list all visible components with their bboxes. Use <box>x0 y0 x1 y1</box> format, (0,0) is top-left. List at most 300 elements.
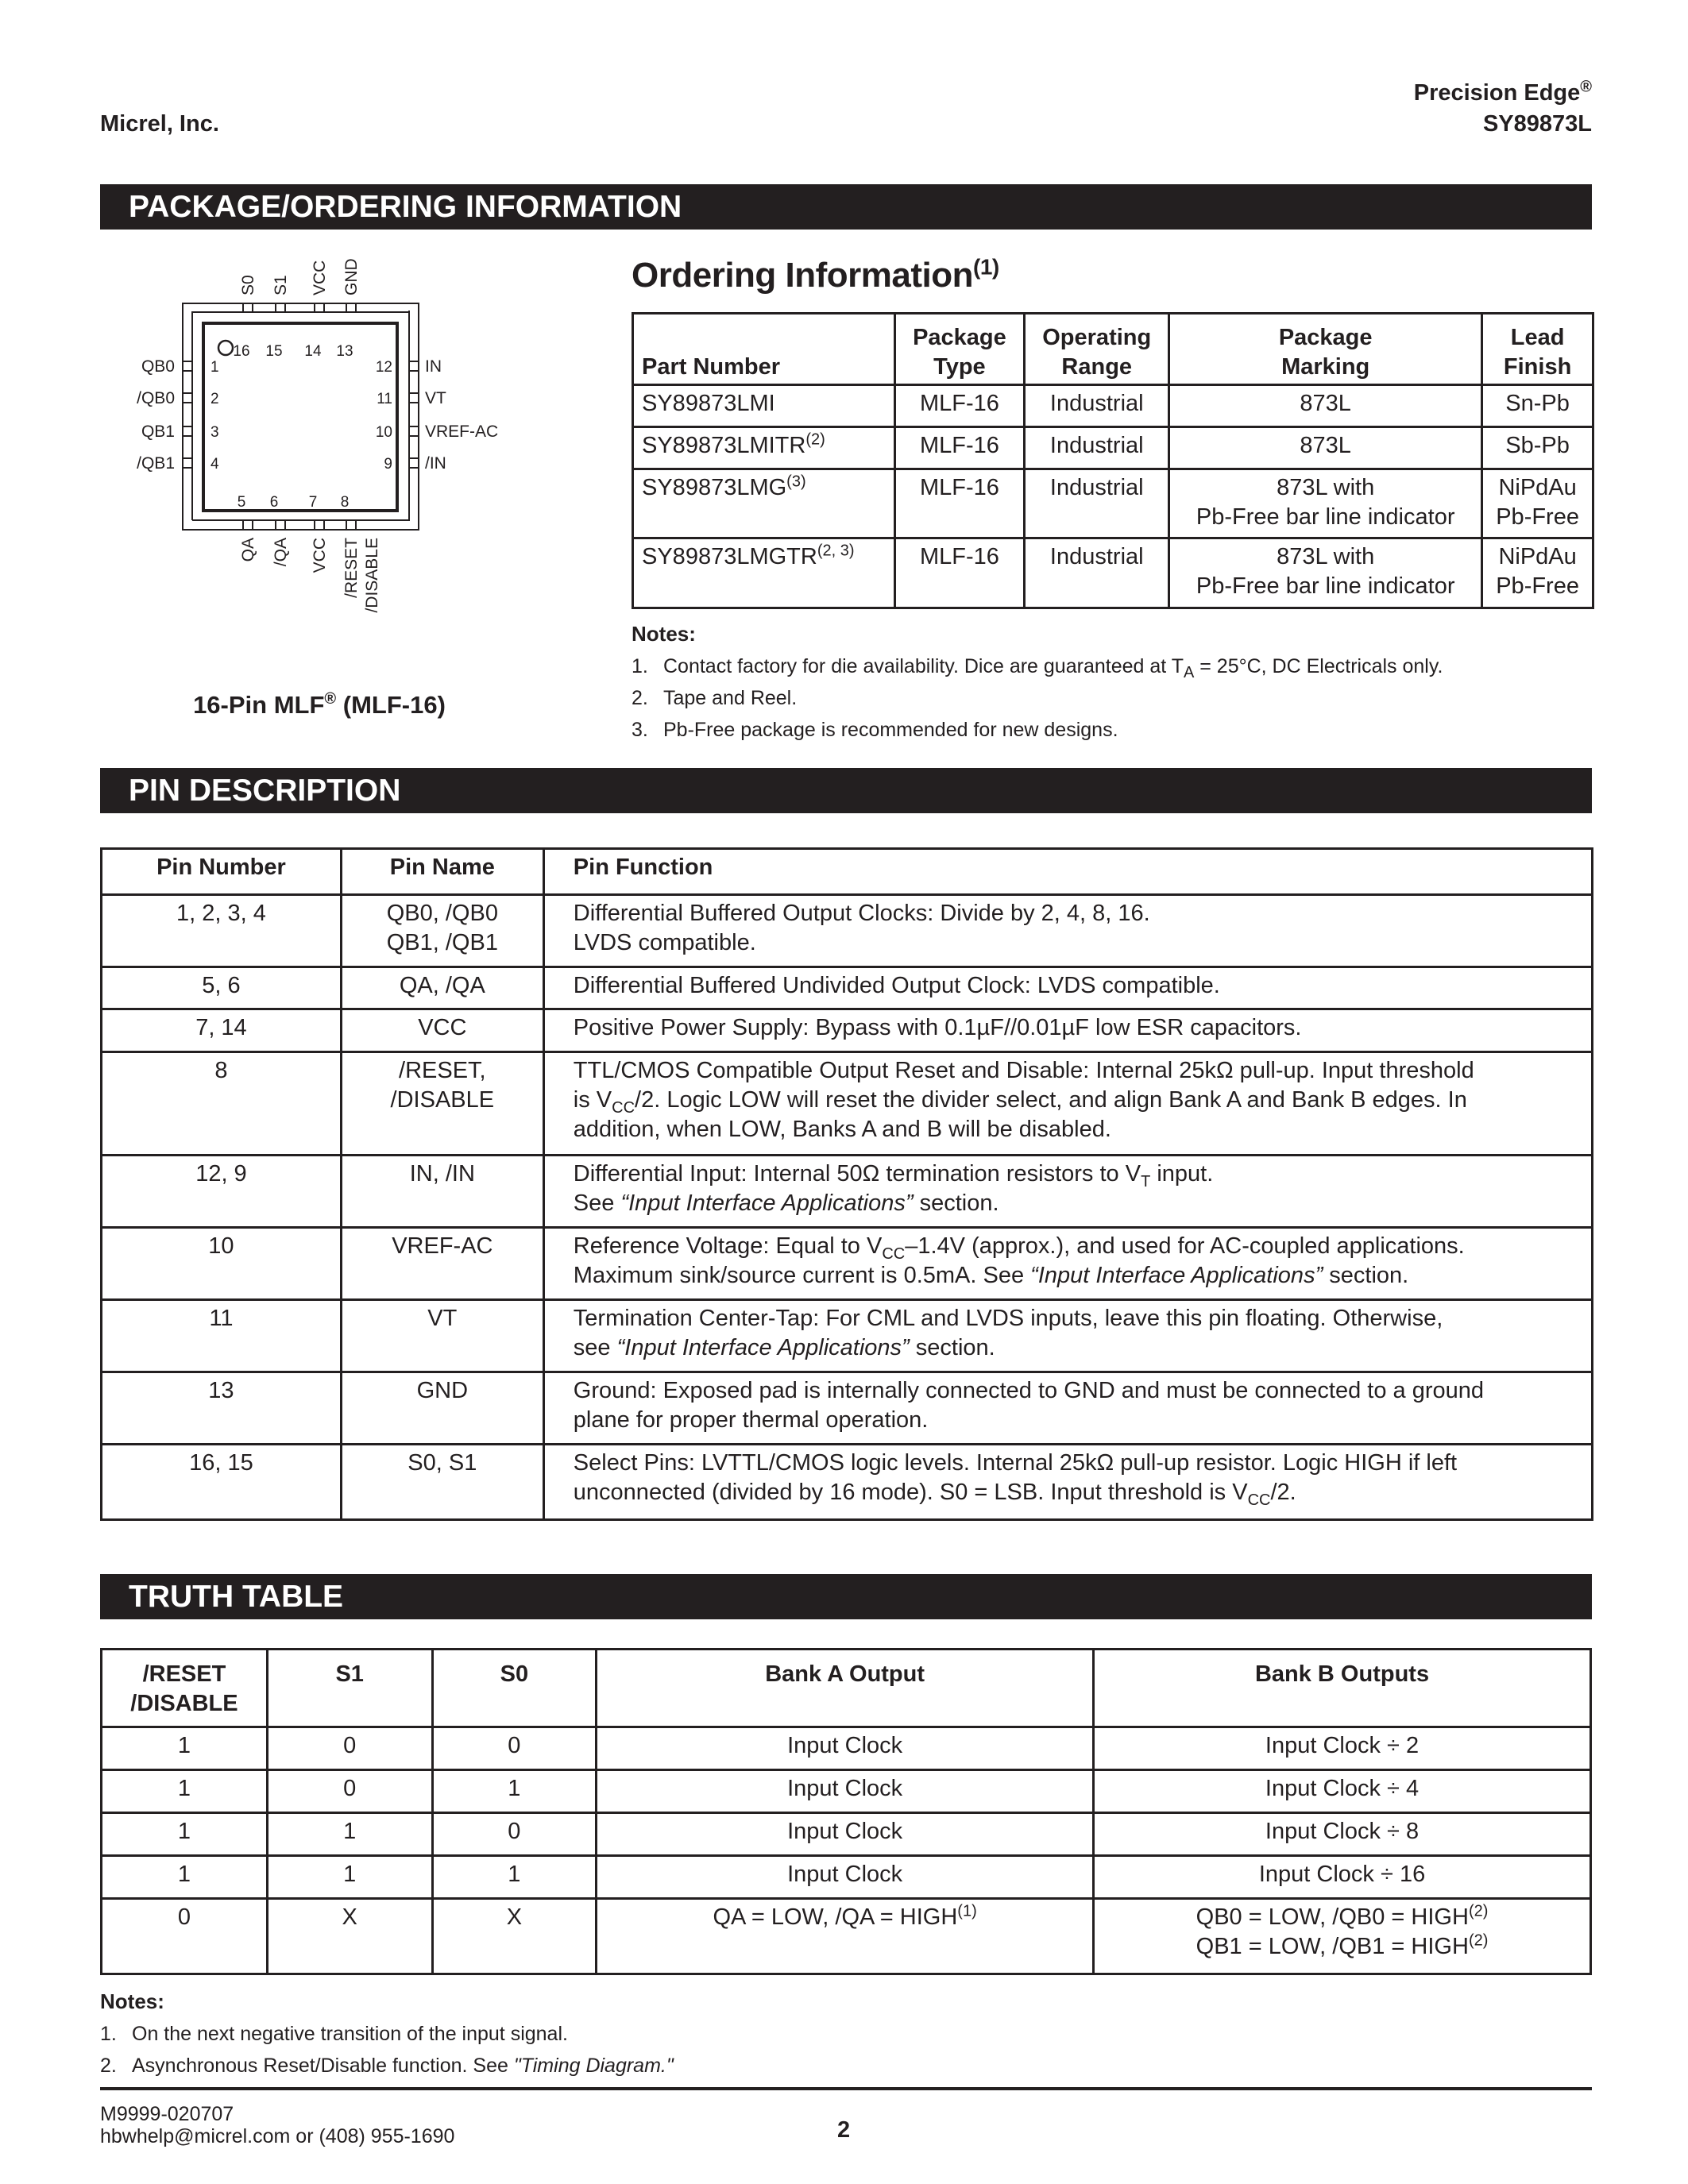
text-run: see <box>573 1335 617 1360</box>
package-marking-cell <box>1169 538 1482 608</box>
pin-number: 10 <box>375 424 392 441</box>
table-row <box>633 385 1593 427</box>
text-run: Input Clock ÷ 4 <box>1265 1776 1420 1801</box>
table-row <box>102 1770 1591 1813</box>
header-line: S0 <box>500 1661 529 1687</box>
finish-line: Pb-Free <box>1496 504 1579 530</box>
section-bar-pin-description: PIN DESCRIPTION <box>100 768 1592 813</box>
function-line <box>574 1086 1583 1115</box>
finish-line: Sb-Pb <box>1505 433 1570 458</box>
text-run: section. <box>1323 1263 1409 1288</box>
text-run: Select Pins: LVTTL/CMOS logic levels. Internal 25kΩ pull-up resistor. Logic HIGH if left <box>573 1450 1458 1476</box>
note-item <box>632 650 1443 682</box>
table-row <box>102 1156 1593 1228</box>
lead-finish-cell <box>1482 385 1593 427</box>
pin-name-cell <box>341 1228 543 1300</box>
marking-line: 873L <box>1300 391 1351 416</box>
note-text <box>132 2018 568 2050</box>
text-run: CC <box>1247 1491 1271 1509</box>
pin-number: 3 <box>211 424 219 441</box>
function-line <box>574 1115 1583 1144</box>
pin-name-cell <box>341 1156 543 1228</box>
pin-label: VCC <box>311 260 329 295</box>
column-header: Pin Name <box>341 849 543 895</box>
pin-name-line: /DISABLE <box>390 1087 495 1113</box>
pin-pad <box>315 520 324 530</box>
output-line <box>605 1774 1084 1804</box>
pin-pad <box>346 303 356 312</box>
contact-info: hbwhelp@micrel.com or (408) 955-1690 <box>100 2125 455 2147</box>
bank-b-outputs-cell <box>1094 1856 1591 1899</box>
table-row <box>633 469 1593 538</box>
reset-disable-cell: 1 <box>102 1856 268 1899</box>
pin-pad <box>183 361 192 371</box>
pin-number-cell: 7, 14 <box>102 1009 342 1052</box>
note-number: 2. <box>100 2055 117 2077</box>
package-outline-outer <box>183 303 419 530</box>
text-run: On the next negative transition of the input signal. <box>132 2023 568 2045</box>
text-run: Differential Buffered Output Clocks: Divide by 2, 4, 8, 16. <box>573 901 1150 926</box>
header-line: Finish <box>1503 354 1572 380</box>
text-run: section. <box>909 1335 995 1360</box>
pin-pad <box>183 393 192 403</box>
package-caption: 16-Pin MLF® (MLF-16) <box>193 690 446 719</box>
function-line <box>574 1376 1583 1406</box>
bank-b-outputs-cell <box>1094 1770 1591 1813</box>
function-line <box>574 1056 1583 1086</box>
pin-pad <box>409 361 419 371</box>
function-line <box>574 1232 1583 1261</box>
function-line <box>574 1449 1583 1478</box>
pin-name-line: S0, S1 <box>408 1450 477 1476</box>
product-line-text: Precision Edge <box>1413 80 1581 106</box>
pin-number: 9 <box>384 456 392 473</box>
text-run: –1.4V (approx.), and used for AC-coupled applications. <box>905 1233 1465 1259</box>
part-number-cell <box>633 538 895 608</box>
text-run: “Input Interface Applications” <box>620 1190 914 1216</box>
table-row <box>102 895 1593 967</box>
footnote-ref: (2, 3) <box>817 542 855 560</box>
pin-pad <box>276 520 285 530</box>
function-line <box>574 928 1583 958</box>
pin-label: /QA <box>272 538 290 567</box>
reset-disable-cell: 1 <box>102 1727 268 1770</box>
header-line: /RESET <box>142 1661 226 1687</box>
table-row <box>102 1300 1593 1372</box>
pin-pad <box>276 303 285 312</box>
pin-number-cell: 10 <box>102 1228 342 1300</box>
operating-range-cell: Industrial <box>1025 469 1169 538</box>
header-line: Marking <box>1281 354 1370 380</box>
column-header <box>1169 314 1482 385</box>
part-number-cell <box>633 385 895 427</box>
marking-line: Pb-Free bar line indicator <box>1196 573 1455 599</box>
package-type-cell: MLF-16 <box>894 427 1025 469</box>
bank-a-output-cell <box>597 1727 1094 1770</box>
note-text <box>663 682 797 714</box>
text-run: (1) <box>957 1902 977 1920</box>
text-run: T <box>1141 1172 1151 1190</box>
table-row <box>102 1813 1591 1856</box>
pin-function-cell <box>543 1009 1592 1052</box>
reset-disable-cell: 1 <box>102 1813 268 1856</box>
pin-name-line: VREF-AC <box>392 1233 493 1259</box>
output-line <box>1103 1817 1582 1846</box>
column-header <box>1025 314 1169 385</box>
bank-a-output-cell <box>597 1770 1094 1813</box>
pin-label: S0 <box>239 275 257 295</box>
marking-line: 873L <box>1300 433 1351 458</box>
pin-name-line: QB1, /QB1 <box>386 930 498 955</box>
pin-number-cell: 13 <box>102 1372 342 1445</box>
text-run: Input Clock <box>787 1733 903 1758</box>
pin-function-cell <box>543 1300 1592 1372</box>
s1-cell: 1 <box>267 1856 432 1899</box>
pin-name-cell <box>341 967 543 1009</box>
part-number: SY89873LMGTR <box>642 544 817 569</box>
function-line <box>574 1478 1583 1507</box>
footnote-ref: (2) <box>805 430 825 449</box>
header-line: S1 <box>335 1661 364 1687</box>
notes-label: Notes: <box>632 622 696 646</box>
table-row <box>102 1052 1593 1156</box>
table-header-row <box>102 1650 1591 1727</box>
output-line <box>1103 1860 1582 1889</box>
text-run: Positive Power Supply: Bypass with 0.1µF//0.01µF low ESR capacitors. <box>573 1015 1302 1040</box>
pin-number-cell: 1, 2, 3, 4 <box>102 895 342 967</box>
pin-number: 15 <box>265 343 283 360</box>
text-run: CC <box>882 1244 906 1263</box>
table-row <box>102 967 1593 1009</box>
s0-cell: 0 <box>432 1727 597 1770</box>
header-line: Lead <box>1510 325 1565 350</box>
output-line <box>605 1731 1084 1761</box>
package-outline-middle <box>192 312 409 520</box>
package-type-cell: MLF-16 <box>894 538 1025 608</box>
table-row <box>102 1727 1591 1770</box>
pin-number: 13 <box>336 343 353 360</box>
header-line: Package <box>913 325 1006 350</box>
s1-cell: X <box>267 1899 432 1974</box>
finish-line: Sn-Pb <box>1505 391 1570 416</box>
page-number: 2 <box>837 2117 851 2143</box>
s1-cell: 0 <box>267 1770 432 1813</box>
text-run: addition, when LOW, Banks A and B will be disabled. <box>573 1117 1111 1142</box>
pin-label: VT <box>425 389 446 407</box>
text-run: QB1 = LOW, /QB1 = HIGH <box>1196 1934 1469 1959</box>
note-text <box>663 650 1443 682</box>
table-row <box>633 427 1593 469</box>
finish-line: NiPdAu <box>1498 475 1577 500</box>
header-line: /DISABLE <box>130 1691 238 1716</box>
text-run: Pb-Free package is recommended for new designs. <box>663 719 1118 741</box>
header-line: Package <box>1278 325 1373 350</box>
header-line: Bank B Outputs <box>1254 1661 1430 1687</box>
text-run: Input Clock ÷ 16 <box>1258 1862 1426 1887</box>
function-line <box>574 1261 1583 1291</box>
function-line <box>574 1189 1583 1218</box>
pin-label: GND <box>342 258 361 295</box>
operating-range-cell: Industrial <box>1025 385 1169 427</box>
marking-line: 873L with <box>1277 475 1375 500</box>
pin-name-line: QA, /QA <box>399 973 485 998</box>
pin-number: 7 <box>308 494 318 511</box>
text-run: CC <box>612 1098 635 1117</box>
header-line: Type <box>933 354 986 380</box>
text-run: TTL/CMOS Compatible Output Reset and Disable: Internal 25kΩ pull-up. Input threshold <box>573 1058 1474 1083</box>
s1-cell: 1 <box>267 1813 432 1856</box>
text-run: = 25°C, DC Electricals only. <box>1194 655 1443 677</box>
text-run: (2) <box>1468 1902 1489 1920</box>
text-run: “Input Interface Applications” <box>1030 1263 1323 1288</box>
function-line <box>574 899 1583 928</box>
text-run: /2. <box>1270 1480 1296 1505</box>
text-run: “Input Interface Applications” <box>616 1335 910 1360</box>
column-header: Pin Number <box>102 849 342 895</box>
pin-label: /QB1 <box>137 454 175 473</box>
text-run: A <box>1183 664 1195 681</box>
column-header <box>432 1650 597 1727</box>
pin-function-cell <box>543 1156 1592 1228</box>
pin-label: /RESET <box>342 538 361 598</box>
doc-number: M9999-020707 <box>100 2103 234 2125</box>
pin-description-table <box>100 847 1593 1521</box>
pin-name-cell <box>341 1009 543 1052</box>
text-run: Asynchronous Reset/Disable function. See <box>132 2055 514 2077</box>
bank-a-output-cell <box>597 1899 1094 1974</box>
section-bar-package: PACKAGE/ORDERING INFORMATION <box>100 184 1592 230</box>
text-run: is V <box>573 1087 612 1113</box>
pin-pad <box>183 426 192 436</box>
footnote-ref: (3) <box>786 473 806 491</box>
text-run: Tape and Reel. <box>663 687 798 709</box>
text-run: Contact factory for die availability. Dice are guaranteed at T <box>663 655 1184 677</box>
part-number: SY89873LMITR <box>642 433 806 458</box>
text-run: Input Clock ÷ 8 <box>1265 1819 1420 1844</box>
pin-label: /DISABLE <box>363 538 381 613</box>
output-line <box>605 1860 1084 1889</box>
table-row <box>102 1228 1593 1300</box>
s1-cell: 0 <box>267 1727 432 1770</box>
pin-number: 16 <box>233 343 250 360</box>
footer-rule <box>100 2087 1592 2090</box>
note-number: 1. <box>100 2023 117 2045</box>
pin-number: 14 <box>304 343 322 360</box>
part-number: SY89873LMG <box>642 475 787 500</box>
function-line <box>574 1160 1583 1189</box>
text-run: "Timing Diagram." <box>513 2055 674 2077</box>
s0-cell: X <box>432 1899 597 1974</box>
pin-label: /IN <box>425 454 446 473</box>
function-line <box>574 1304 1583 1333</box>
pin-name-line: VCC <box>418 1015 467 1040</box>
pin-pad <box>243 520 253 530</box>
header-line: Bank A Output <box>765 1661 925 1687</box>
text-run: Termination Center-Tap: For CML and LVDS inputs, leave this pin floating. Otherwise, <box>573 1306 1443 1331</box>
lead-finish-cell <box>1482 469 1593 538</box>
pin-label: QA <box>239 538 257 562</box>
table-row <box>102 1899 1591 1974</box>
column-header <box>102 1650 268 1727</box>
column-header <box>894 314 1025 385</box>
pin-name-line: QB0, /QB0 <box>386 901 498 926</box>
company-name: Micrel, Inc. <box>100 111 219 137</box>
pin-number-cell: 5, 6 <box>102 967 342 1009</box>
marking-line: 873L with <box>1277 544 1375 569</box>
bank-b-outputs-cell <box>1094 1813 1591 1856</box>
notes-label: Notes: <box>100 1989 164 2013</box>
pin-number-cell: 11 <box>102 1300 342 1372</box>
bank-a-output-cell <box>597 1856 1094 1899</box>
lead-finish-cell <box>1482 538 1593 608</box>
pin-label: QB1 <box>141 423 175 441</box>
output-line <box>1103 1932 1582 1962</box>
pin-number: 12 <box>375 359 392 376</box>
text-run: plane for proper thermal operation. <box>573 1407 929 1433</box>
marking-line: Pb-Free bar line indicator <box>1196 504 1455 530</box>
pin-number: 5 <box>237 494 246 511</box>
note-number: 1. <box>632 655 648 677</box>
text-run: (2) <box>1468 1931 1489 1950</box>
output-line <box>1103 1731 1582 1761</box>
pin-function-cell <box>543 895 1592 967</box>
pin-pad <box>409 393 419 403</box>
pin-number-cell: 16, 15 <box>102 1445 342 1520</box>
pin-number: 11 <box>377 391 392 407</box>
part-number-cell <box>633 469 895 538</box>
pin-name-line: VT <box>427 1306 458 1331</box>
function-line <box>574 971 1583 1001</box>
pin-pad <box>409 426 419 436</box>
ordering-title: Ordering Information$^{(1)}$ <box>632 254 999 295</box>
text-run: QA = LOW, /QA = HIGH <box>713 1904 958 1930</box>
pin-name-cell <box>341 1052 543 1156</box>
section-bar-truth-table: TRUTH TABLE <box>100 1574 1592 1619</box>
s0-cell: 1 <box>432 1770 597 1813</box>
pin-number: 2 <box>211 391 219 407</box>
pin-label: IN <box>425 357 442 376</box>
finish-line: NiPdAu <box>1498 544 1577 569</box>
s0-cell: 1 <box>432 1856 597 1899</box>
ordering-notes <box>632 618 1443 746</box>
pin-name-cell <box>341 1300 543 1372</box>
pin-label: QB0 <box>141 357 175 376</box>
note-item <box>100 2018 674 2050</box>
header-line: Part Number <box>642 354 781 380</box>
pin-number-cell: 8 <box>102 1052 342 1156</box>
pin-function-cell <box>543 1052 1592 1156</box>
text-run: LVDS compatible. <box>573 930 756 955</box>
footer-info <box>100 2103 454 2147</box>
reset-disable-cell: 0 <box>102 1899 268 1974</box>
text-run: See <box>573 1190 621 1216</box>
operating-range-cell: Industrial <box>1025 427 1169 469</box>
pin-label: S1 <box>272 275 290 295</box>
output-line <box>1103 1903 1582 1932</box>
function-line <box>574 1406 1583 1435</box>
note-item <box>100 2050 674 2082</box>
table-row <box>102 1009 1593 1052</box>
function-line <box>574 1013 1583 1043</box>
header-line: Operating <box>1042 325 1152 350</box>
pin-number: 8 <box>340 494 350 511</box>
package-marking-cell <box>1169 385 1482 427</box>
truth-table <box>100 1648 1592 1975</box>
text-run: QB0 = LOW, /QB0 = HIGH <box>1196 1904 1469 1930</box>
text-run: Reference Voltage: Equal to V <box>573 1233 883 1259</box>
text-run: unconnected (divided by 16 mode). S0 = LSB. Input threshold is V <box>573 1480 1248 1505</box>
pin-number-cell: 12, 9 <box>102 1156 342 1228</box>
table-header-row <box>633 314 1593 385</box>
package-marking-cell <box>1169 469 1482 538</box>
column-header <box>1094 1650 1591 1727</box>
bank-b-outputs-cell <box>1094 1727 1591 1770</box>
table-row <box>102 1856 1591 1899</box>
pin-label: VCC <box>311 538 329 573</box>
pin-label: /QB0 <box>137 389 175 407</box>
pin-name-line: IN, /IN <box>409 1161 475 1187</box>
s0-cell: 0 <box>432 1813 597 1856</box>
pin-name-line: GND <box>416 1378 469 1403</box>
package-pinout-diagram <box>0 0 635 754</box>
table-row <box>633 538 1593 608</box>
pin-name-cell <box>341 895 543 967</box>
pin-label: VREF-AC <box>425 423 499 441</box>
pin-function-cell <box>543 1228 1592 1300</box>
column-header <box>633 314 895 385</box>
part-number-header: SY89873L <box>1482 111 1592 137</box>
pin-number: 6 <box>269 494 279 511</box>
note-text <box>132 2050 674 2082</box>
text-run: Input Clock <box>787 1776 903 1801</box>
text-run: Input Clock <box>787 1819 903 1844</box>
note-item <box>632 714 1443 746</box>
column-header: Pin Function <box>543 849 1592 895</box>
pin-number: 1 <box>211 359 219 376</box>
ordering-table <box>632 312 1594 609</box>
pin-pad <box>346 520 356 530</box>
registered-mark: ® <box>1580 78 1592 96</box>
text-run: Maximum sink/source current is 0.5mA. See <box>573 1263 1031 1288</box>
part-number: SY89873LMI <box>642 391 775 416</box>
note-text <box>663 714 1118 746</box>
note-number: 2. <box>632 687 648 709</box>
text-run: Differential Buffered Undivided Output Clock: LVDS compatible. <box>573 973 1220 998</box>
lead-finish-cell <box>1482 427 1593 469</box>
text-run: section. <box>913 1190 999 1216</box>
text-run: Ground: Exposed pad is internally connected to GND and must be connected to a ground <box>573 1378 1485 1403</box>
text-run: /2. Logic LOW will reset the divider select, and align Bank A and Bank B edges. In <box>635 1087 1467 1113</box>
pin-function-cell <box>543 1445 1592 1520</box>
package-marking-cell <box>1169 427 1482 469</box>
pin-pad <box>315 303 324 312</box>
operating-range-cell: Industrial <box>1025 538 1169 608</box>
output-line <box>1103 1774 1582 1804</box>
output-line <box>605 1817 1084 1846</box>
function-line <box>574 1333 1583 1363</box>
table-header-row <box>102 849 1593 895</box>
note-item <box>632 682 1443 714</box>
pin-number: 4 <box>211 456 219 473</box>
pin1-indicator-icon <box>218 341 233 355</box>
bank-b-outputs-cell <box>1094 1899 1591 1974</box>
package-type-cell: MLF-16 <box>894 385 1025 427</box>
pin-name-cell <box>341 1372 543 1445</box>
pin-pad <box>183 458 192 468</box>
table-row <box>102 1445 1593 1520</box>
pin-function-cell <box>543 967 1592 1009</box>
pin-name-cell <box>341 1445 543 1520</box>
